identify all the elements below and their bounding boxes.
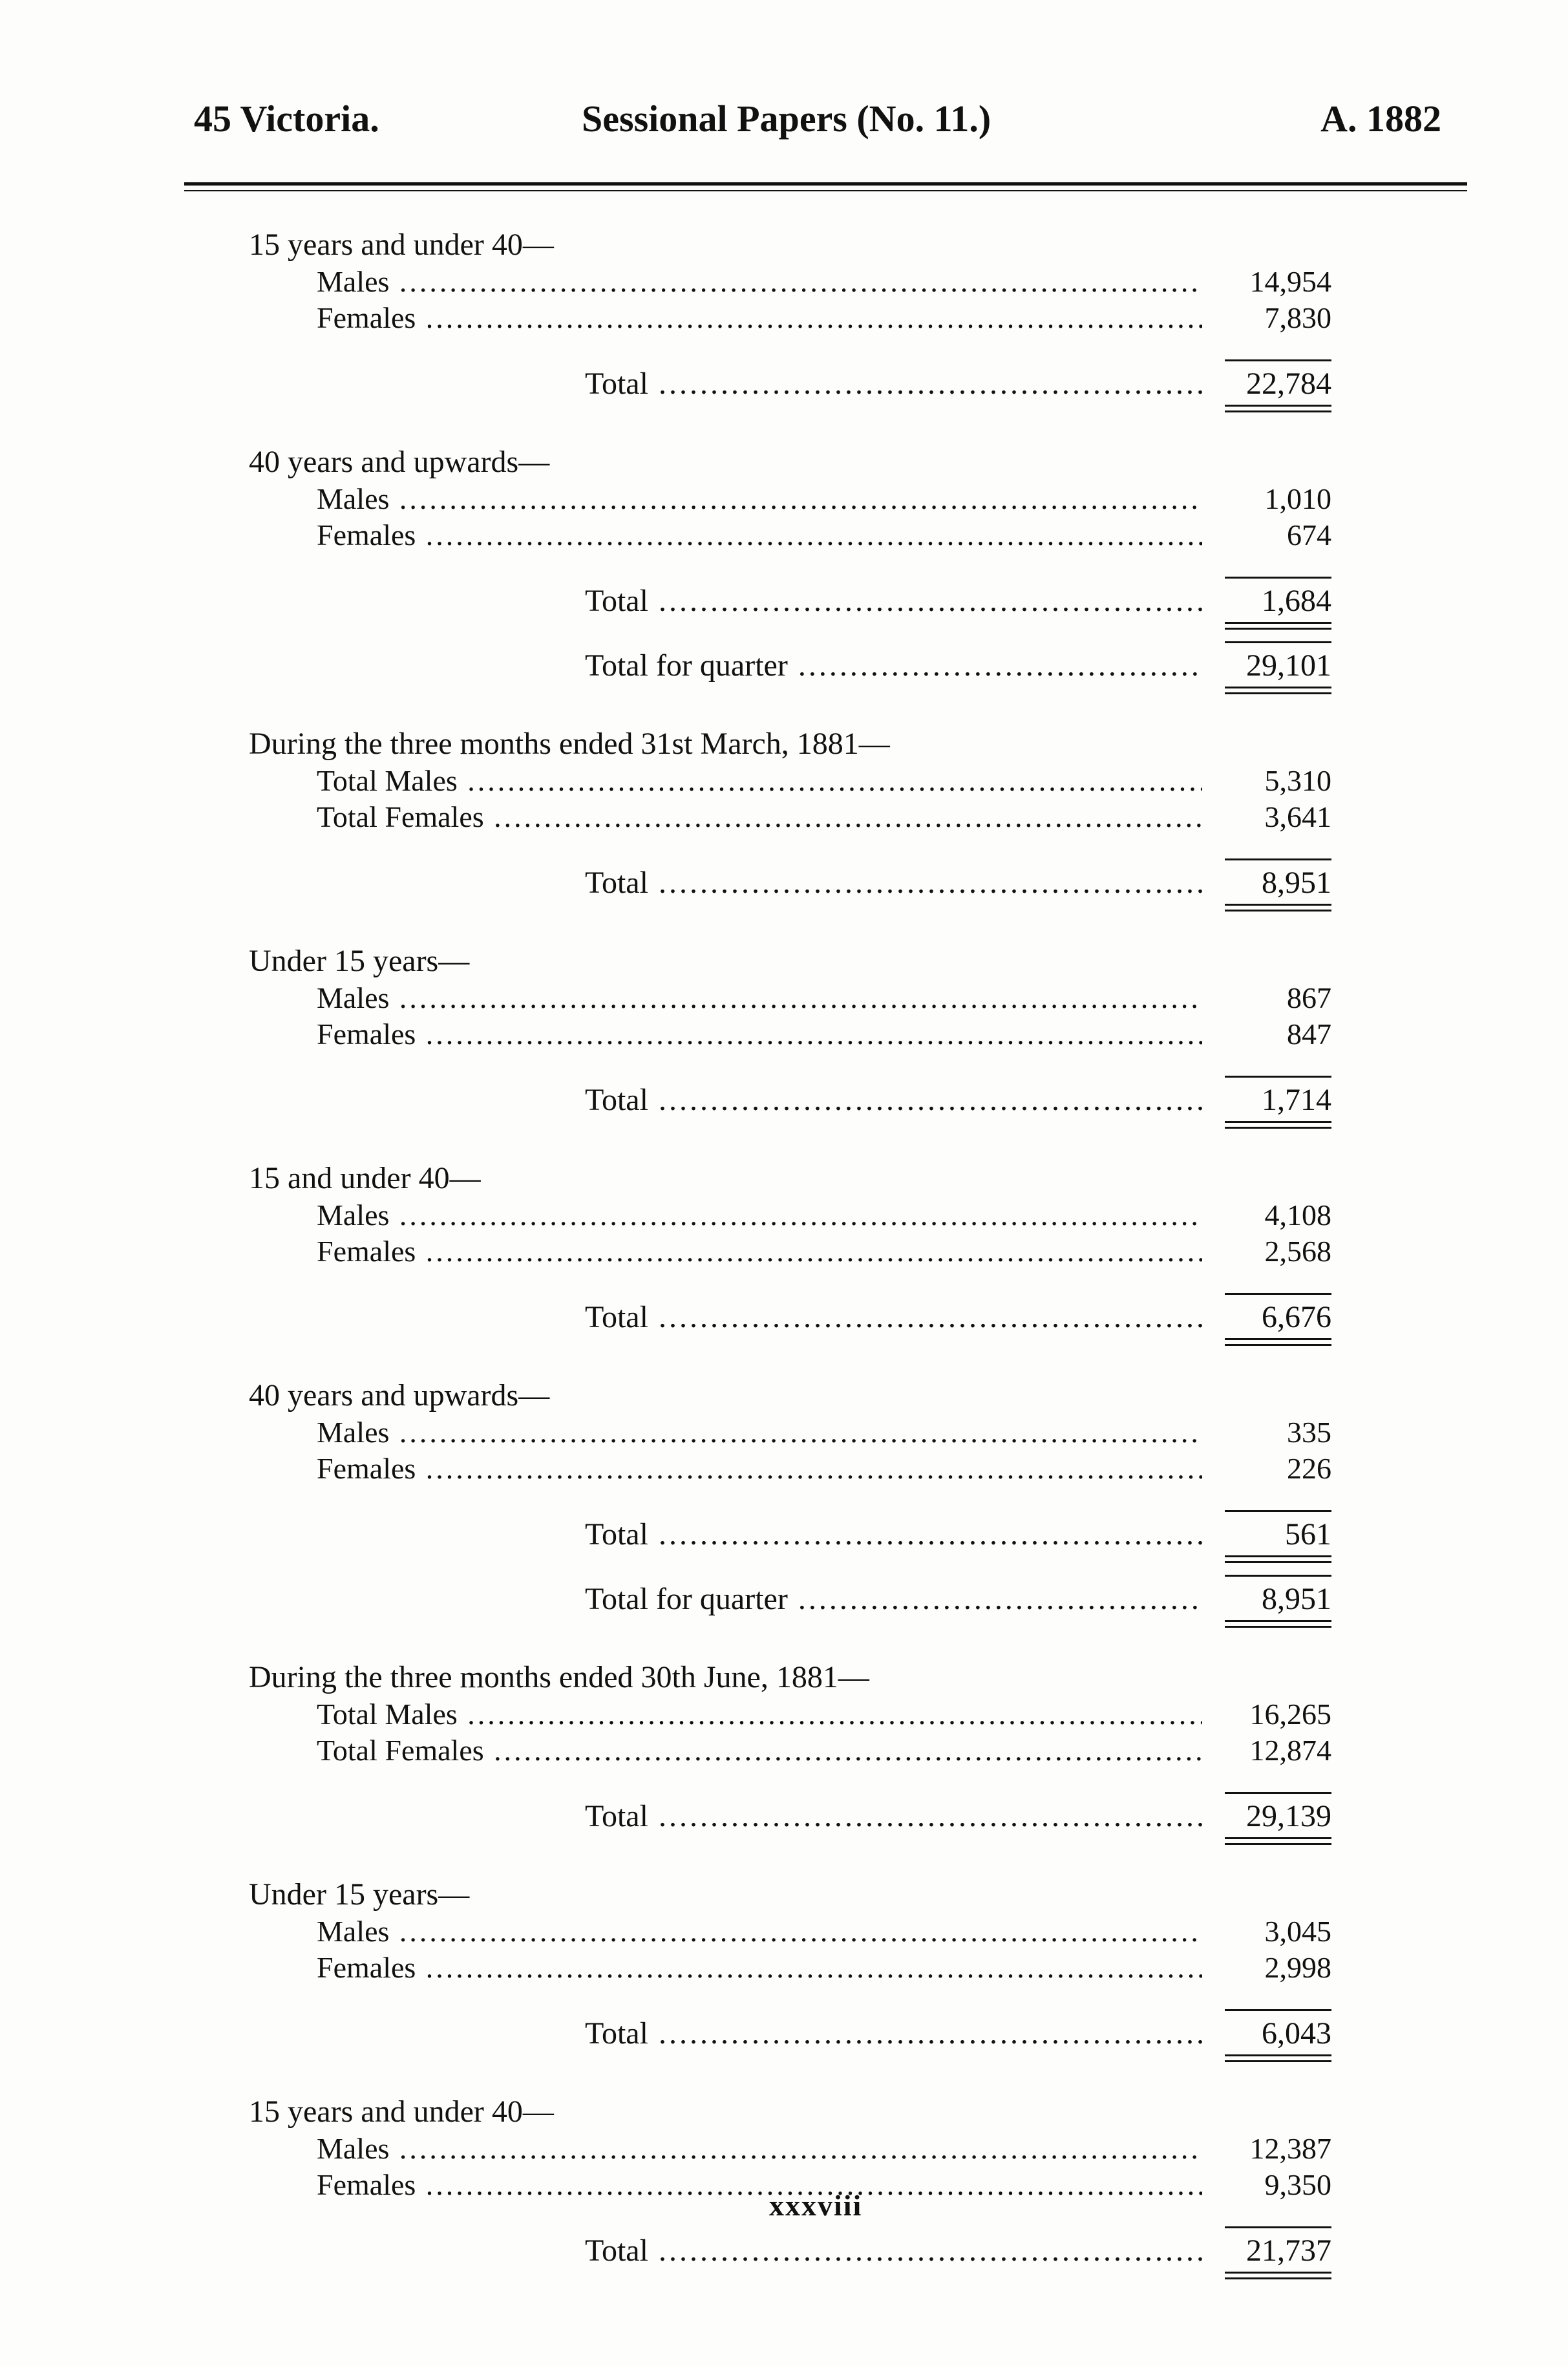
section-heading: During the three months ended 31st March, 1881— — [249, 727, 890, 761]
row-label: Females ..... — [317, 1016, 1202, 1052]
total-value: 561 — [1222, 1515, 1331, 1554]
row-label: Males ..... — [317, 1414, 1202, 1451]
section-spacer — [249, 685, 1331, 725]
section-spacer — [249, 1836, 1331, 1876]
total-label: Total ..... — [585, 2014, 1202, 2053]
total-label: Total ..... — [585, 864, 1202, 902]
table-row — [249, 1732, 1331, 1769]
total-value: 1,714 — [1222, 1081, 1331, 1120]
total-label: Total ..... — [585, 1797, 1202, 1836]
row-value: 867 — [1287, 981, 1331, 1014]
table-section — [249, 1659, 1331, 1876]
total-row — [249, 864, 1331, 902]
row-label: Males ..... — [317, 481, 1202, 517]
header-rule-thin — [184, 190, 1467, 191]
header-left: 45 Victoria. — [194, 98, 379, 140]
table-section — [249, 1876, 1331, 2093]
row-value: 847 — [1287, 1018, 1331, 1050]
row-value: 12,387 — [1249, 2132, 1331, 2165]
section-heading: Under 15 years— — [249, 1877, 470, 1912]
table-section — [249, 725, 1331, 943]
row-label: Females ..... — [317, 300, 1202, 336]
row-value: 7,830 — [1264, 301, 1331, 334]
row-label: Total Females ..... — [317, 1732, 1202, 1769]
section-heading: Under 15 years— — [249, 944, 470, 978]
table-row — [249, 1414, 1331, 1451]
row-value: 1,010 — [1264, 482, 1331, 515]
table-section — [249, 943, 1331, 1160]
total-label: Total ..... — [585, 1515, 1202, 1554]
total-value: 22,784 — [1222, 365, 1331, 403]
quarter-total-label: Total for quarter ..... — [585, 646, 1202, 685]
table-row — [249, 799, 1331, 835]
table-row — [249, 1233, 1331, 1270]
section-spacer — [249, 1337, 1331, 1377]
section-spacer — [249, 902, 1331, 943]
total-value: 1,684 — [1222, 582, 1331, 621]
header-title: Sessional Papers (No. 11.) — [582, 98, 991, 140]
table-row — [249, 1197, 1331, 1233]
section-heading: 15 years and under 40— — [249, 2094, 554, 2129]
row-value: 14,954 — [1249, 265, 1331, 298]
section-heading: 15 years and under 40— — [249, 228, 554, 262]
row-label: Females ..... — [317, 1233, 1202, 1270]
row-value: 4,108 — [1264, 1199, 1331, 1231]
table-row — [249, 1950, 1331, 1986]
table-row — [249, 300, 1331, 336]
section-spacer — [249, 1619, 1331, 1659]
row-value: 9,350 — [1264, 2168, 1331, 2201]
row-label: Males ..... — [317, 980, 1202, 1016]
table-row — [249, 1696, 1331, 1732]
total-row — [249, 1081, 1331, 1120]
section-heading: 40 years and upwards— — [249, 1378, 550, 1412]
row-label: Total Females ..... — [317, 799, 1202, 835]
total-value: 6,676 — [1222, 1298, 1331, 1337]
section-spacer — [249, 2053, 1331, 2093]
table-row — [249, 264, 1331, 300]
quarter-total-label: Total for quarter ..... — [585, 1580, 1202, 1619]
section-spacer — [249, 1120, 1331, 1160]
table-row — [249, 2131, 1331, 2167]
total-row — [249, 365, 1331, 403]
table-section — [249, 2093, 1331, 2270]
total-row — [249, 2014, 1331, 2053]
total-label: Total ..... — [585, 1298, 1202, 1337]
section-heading: 15 and under 40— — [249, 1161, 481, 1195]
table-row — [249, 763, 1331, 799]
row-value: 2,998 — [1264, 1951, 1331, 1984]
table-section — [249, 1377, 1331, 1659]
section-spacer — [249, 403, 1331, 443]
header-right: A. 1882 — [1320, 98, 1441, 140]
page-number: xxxviii — [769, 2189, 863, 2222]
table-row — [249, 517, 1331, 553]
total-label: Total ..... — [585, 582, 1202, 621]
table-section — [249, 443, 1331, 725]
section-heading: During the three months ended 30th June, 1881— — [249, 1660, 869, 1694]
table-row — [249, 1016, 1331, 1052]
row-value: 3,045 — [1264, 1915, 1331, 1948]
quarter-total-value: 29,101 — [1222, 646, 1331, 685]
total-value: 21,737 — [1222, 2232, 1331, 2270]
statistics-table — [249, 226, 1331, 2270]
row-label: Females ..... — [317, 1950, 1202, 1986]
total-label: Total ..... — [585, 365, 1202, 403]
row-value: 335 — [1287, 1416, 1331, 1449]
section-heading: 40 years and upwards— — [249, 445, 550, 479]
quarter-total-row — [249, 646, 1331, 685]
header-rule-thick — [184, 182, 1467, 186]
row-label: Males ..... — [317, 2131, 1202, 2167]
quarter-total-value: 8,951 — [1222, 1580, 1331, 1619]
table-row — [249, 1451, 1331, 1487]
page-header — [194, 97, 1441, 149]
row-value: 5,310 — [1264, 764, 1331, 797]
total-row — [249, 1515, 1331, 1554]
row-value: 12,874 — [1249, 1734, 1331, 1767]
table-section — [249, 226, 1331, 443]
total-value: 29,139 — [1222, 1797, 1331, 1836]
total-row — [249, 2232, 1331, 2270]
row-label: Females ..... — [317, 2167, 1202, 2203]
row-label: Total Males ..... — [317, 1696, 1202, 1732]
row-label: Females ..... — [317, 1451, 1202, 1487]
row-value: 3,641 — [1264, 800, 1331, 833]
table-row — [249, 1913, 1331, 1950]
row-value: 2,568 — [1264, 1235, 1331, 1268]
table-row — [249, 481, 1331, 517]
total-value: 6,043 — [1222, 2014, 1331, 2053]
row-label: Total Males ..... — [317, 763, 1202, 799]
row-value: 226 — [1287, 1452, 1331, 1485]
row-label: Males ..... — [317, 1913, 1202, 1950]
total-row — [249, 582, 1331, 621]
total-row — [249, 1298, 1331, 1337]
total-value: 8,951 — [1222, 864, 1331, 902]
row-label: Males ..... — [317, 1197, 1202, 1233]
total-label: Total ..... — [585, 2232, 1202, 2270]
table-section — [249, 1160, 1331, 1377]
row-value: 674 — [1287, 518, 1331, 551]
row-value: 16,265 — [1249, 1698, 1331, 1731]
table-row — [249, 980, 1331, 1016]
row-label: Males ..... — [317, 264, 1202, 300]
row-label: Females ..... — [317, 517, 1202, 553]
quarter-total-row — [249, 1580, 1331, 1619]
total-row — [249, 1797, 1331, 1836]
total-label: Total ..... — [585, 1081, 1202, 1120]
